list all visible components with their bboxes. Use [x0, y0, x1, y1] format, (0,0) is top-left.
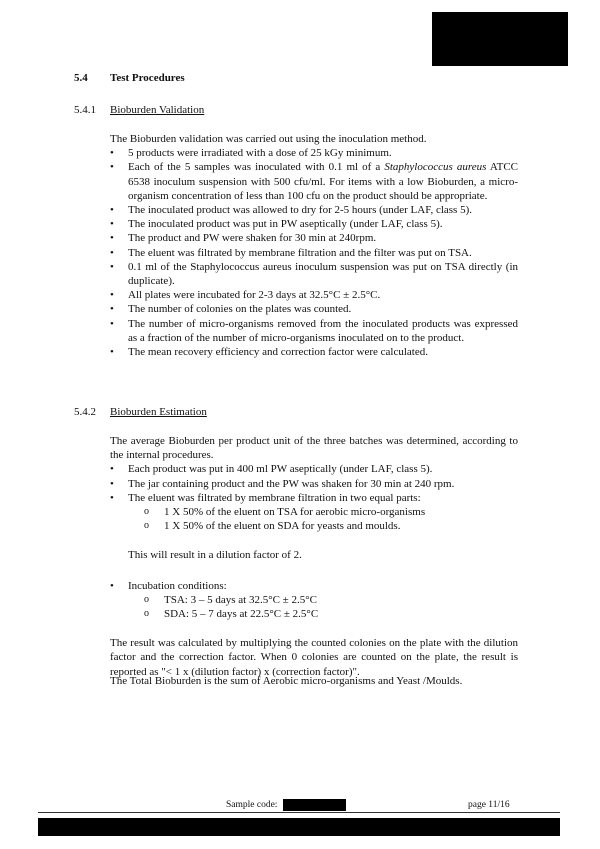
list-item: • The eluent was filtrated by membrane filtration and the filter was put on TSA.	[110, 246, 518, 260]
section-title: Test Procedures	[110, 72, 185, 84]
subsection-heading-estimation	[74, 406, 207, 418]
sub-list-item: o TSA: 3 – 5 days at 32.5°C ± 2.5°C	[110, 593, 518, 607]
estimation-body	[110, 434, 518, 679]
subsection-number: 5.4.2	[74, 406, 96, 418]
estimation-intro: The average Bioburden per product unit of the three batches was determined, according to the internal procedures.	[110, 435, 518, 462]
incubation-conditions	[110, 593, 518, 621]
list-item: • The product and PW were shaken for 30 min at 240rpm.	[110, 231, 518, 245]
total-bioburden-note	[110, 674, 530, 688]
sub-list-item: o 1 X 50% of the eluent on TSA for aerobic micro-organisms	[110, 505, 518, 519]
list-item: • The number of colonies on the plates was counted.	[110, 302, 518, 316]
page-number: page 11/16	[468, 800, 510, 810]
subsection-title: Bioburden Validation	[110, 104, 205, 116]
footer-divider	[38, 812, 560, 813]
subsection-heading-validation	[74, 104, 204, 116]
validation-body	[110, 132, 518, 359]
list-item: • The number of micro-organisms removed from the inoculated products was expressed as a fraction of the number of micro-organisms inoculated on to the product.	[110, 317, 518, 345]
list-item: • The mean recovery efficiency and correction factor were calculated.	[110, 345, 518, 359]
staph-inoculation-item: Each of the 5 samples was inoculated with 0.1 ml of a Staphylococcus aureus ATCC 6538 inoculum suspension with 500 cfu/ml. For items with a low Bioburden, a micro-organism concentration of less than 100 cfu on the product should be appropriate.	[128, 161, 518, 202]
redacted-header-block	[432, 12, 568, 66]
subsection-title: Bioburden Estimation	[110, 406, 207, 418]
sub-list-item: o SDA: 5 – 7 days at 22.5°C ± 2.5°C	[110, 607, 518, 621]
list-item: • Incubation conditions:	[110, 579, 518, 593]
eluent-parts-list	[110, 505, 518, 533]
list-item: • 0.1 ml of the Staphylococcus aureus inoculum suspension was put on TSA directly (in duplicate).	[110, 260, 518, 288]
subsection-number: 5.4.1	[74, 104, 96, 116]
list-item: • The inoculated product was put in PW aseptically (under LAF, class 5).	[110, 217, 518, 231]
incubation-list	[110, 579, 518, 593]
estimation-list	[110, 462, 518, 505]
dilution-note: This will result in a dilution factor of 2.	[128, 549, 302, 562]
sub-list-item: o 1 X 50% of the eluent on SDA for yeasts and moulds.	[110, 519, 518, 533]
validation-list	[110, 146, 518, 359]
list-item: • The jar containing product and the PW was shaken for 30 min at 240 rpm.	[110, 477, 518, 491]
list-item: • The inoculated product was allowed to dry for 2-5 hours (under LAF, class 5).	[110, 203, 518, 217]
total-text: The Total Bioburden is the sum of Aerobic micro-organisms and Yeast /Moulds.	[110, 675, 463, 687]
list-item	[110, 160, 518, 203]
list-item: • Each product was put in 400 ml PW aseptically (under LAF, class 5).	[110, 462, 518, 476]
list-item: • 5 products were irradiated with a dose of 25 kGy minimum.	[110, 146, 518, 160]
list-item: • The eluent was filtrated by membrane filtration in two equal parts:	[110, 491, 518, 505]
result-paragraph: The result was calculated by multiplying the counted colonies on the plate with the dilution factor and the correction factor. When 0 colonies are counted on the plate, the result is reported as "< 1 x (dilution factor) x (correction factor)".	[110, 637, 518, 678]
redacted-footer-block	[38, 818, 560, 836]
redacted-sample-code	[283, 799, 346, 811]
section-number: 5.4	[74, 72, 88, 84]
list-item: • All plates were incubated for 2-3 days at 32.5°C ± 2.5°C.	[110, 288, 518, 302]
section-heading	[74, 72, 185, 84]
sample-code-label: Sample code:	[226, 800, 278, 810]
validation-intro: The Bioburden validation was carried out using the inoculation method.	[110, 133, 427, 145]
